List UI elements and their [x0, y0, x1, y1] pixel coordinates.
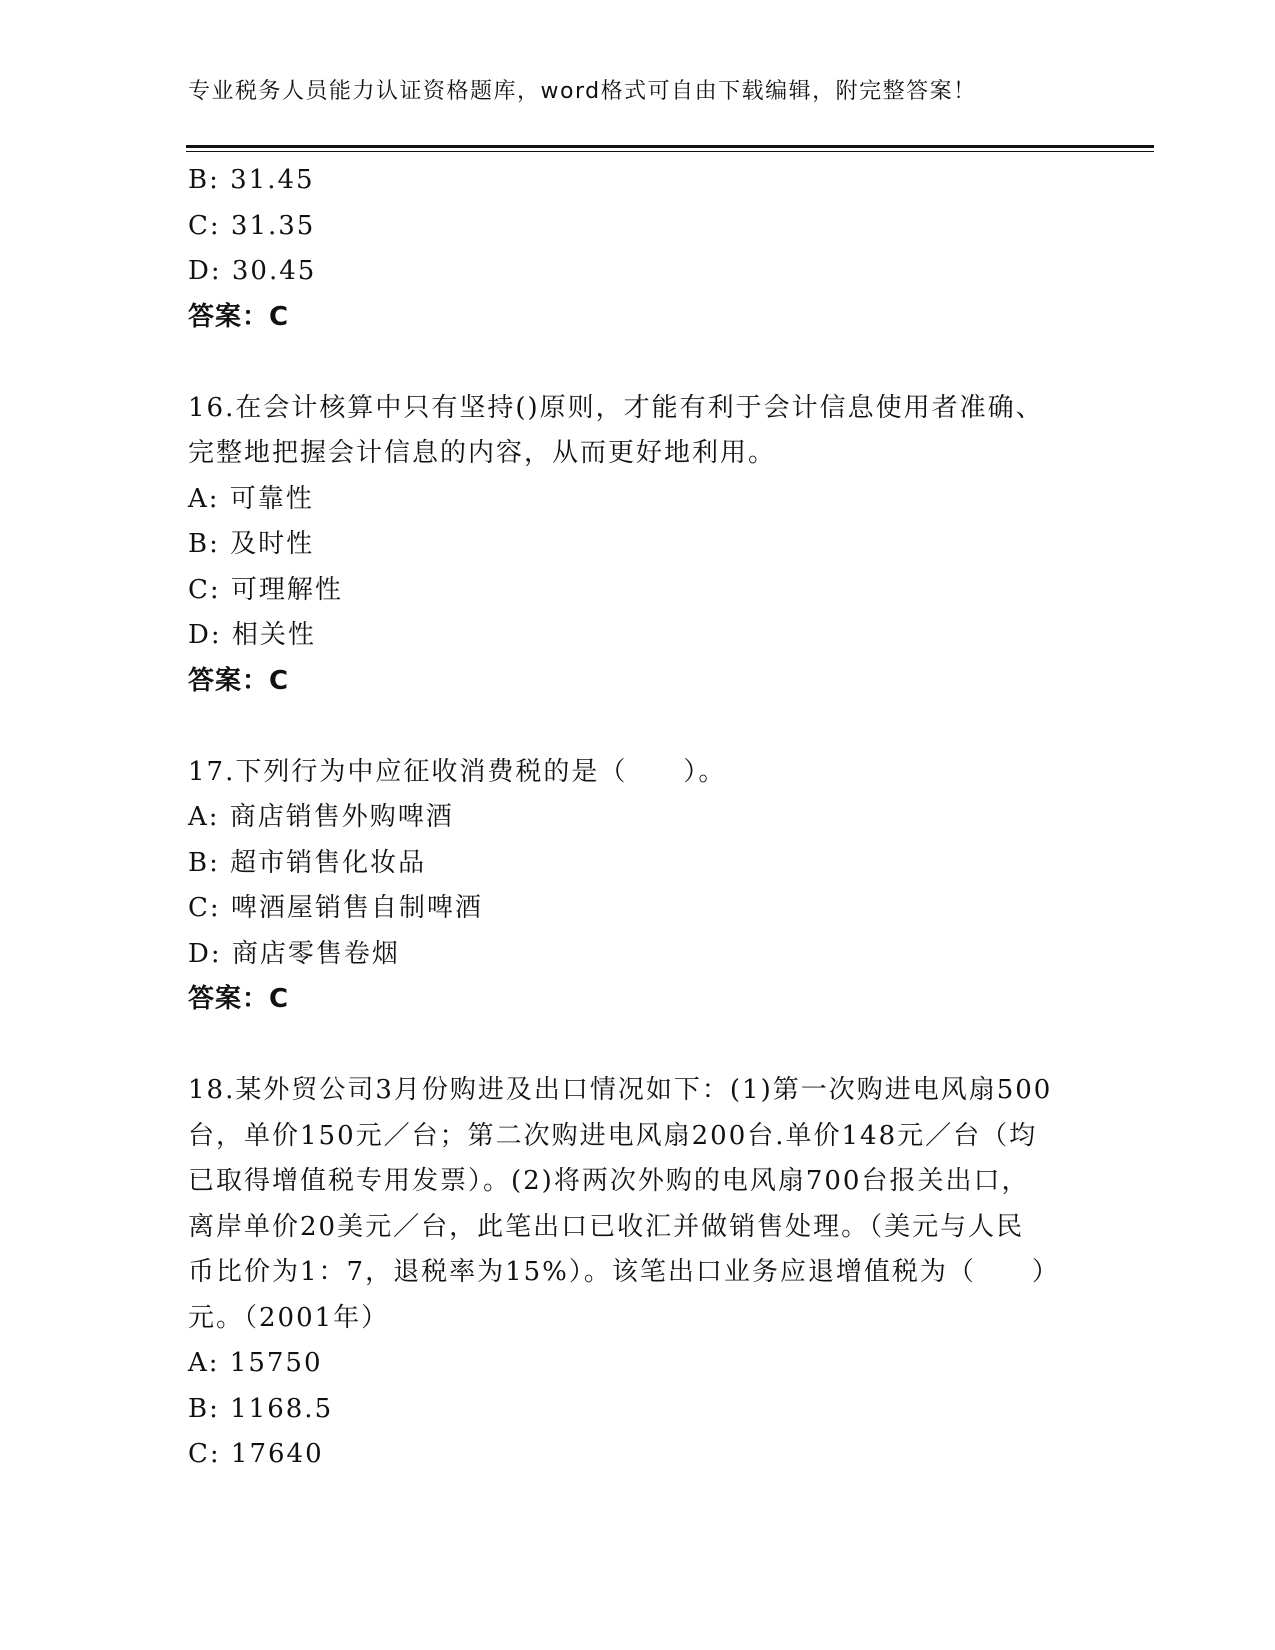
option-a: A: 可靠性 — [188, 483, 314, 514]
spacer — [188, 340, 1088, 386]
option-a: A: 15750 — [188, 1348, 323, 1378]
page-header: 专业税务人员能力认证资格题库，word格式可自由下载编辑，附完整答案！ — [188, 79, 977, 104]
option-b: B: 1168.5 — [188, 1393, 334, 1424]
option-b: B: 超市销售化妆品 — [188, 847, 427, 878]
question-text: 离岸单价20美元／台，此笔出口已收汇并做销售处理。（美元与人民 — [188, 1211, 1025, 1242]
option-d: D: 商店零售卷烟 — [188, 938, 400, 969]
question-text: 完整地把握会计信息的内容，从而更好地利用。 — [188, 438, 777, 468]
option-b: B: 31.45 — [188, 165, 315, 195]
question-text: 16.在会计核算中只有坚持()原则，才能有利于会计信息使用者准确、 — [188, 392, 1044, 423]
question-text: 台，单价150元／台；第二次购进电风扇200台.单价148元／台（均 — [188, 1120, 1038, 1151]
option-a: A: 商店销售外购啤酒 — [188, 802, 454, 832]
option-c: C: 31.35 — [188, 210, 316, 241]
option-d: D: 相关性 — [188, 620, 316, 650]
question-18 — [188, 1068, 1088, 1478]
option-b: B: 及时性 — [188, 529, 315, 559]
option-d: D: 30.45 — [188, 256, 317, 286]
question-16 — [188, 386, 1088, 705]
option-c: C: 17640 — [188, 1439, 324, 1469]
header-divider-thick — [186, 145, 1154, 148]
question-text: 币比价为1：7，退税率为15%）。该笔出口业务应退增值税为（ ） — [188, 1257, 1060, 1287]
question-15-continuation — [188, 158, 1088, 340]
answer: 答案：C — [188, 665, 290, 696]
header-divider-thin — [186, 151, 1154, 152]
question-17 — [188, 750, 1088, 1023]
spacer — [188, 704, 1088, 750]
spacer — [188, 1023, 1088, 1069]
question-text: 18.某外贸公司3月份购进及出口情况如下：(1)第一次购进电风扇500 — [188, 1075, 1053, 1105]
option-c: C: 啤酒屋销售自制啤酒 — [188, 893, 483, 923]
question-text: 17.下列行为中应征收消费税的是（ ）。 — [188, 756, 727, 787]
document-body — [188, 158, 1088, 1478]
question-text: 元。（2001年） — [188, 1302, 390, 1333]
question-text: 已取得增值税专用发票）。(2)将两次外购的电风扇700台报关出口， — [188, 1166, 1030, 1196]
answer: 答案：C — [188, 984, 290, 1014]
option-c: C: 可理解性 — [188, 574, 343, 605]
answer: 答案：C — [188, 301, 290, 332]
